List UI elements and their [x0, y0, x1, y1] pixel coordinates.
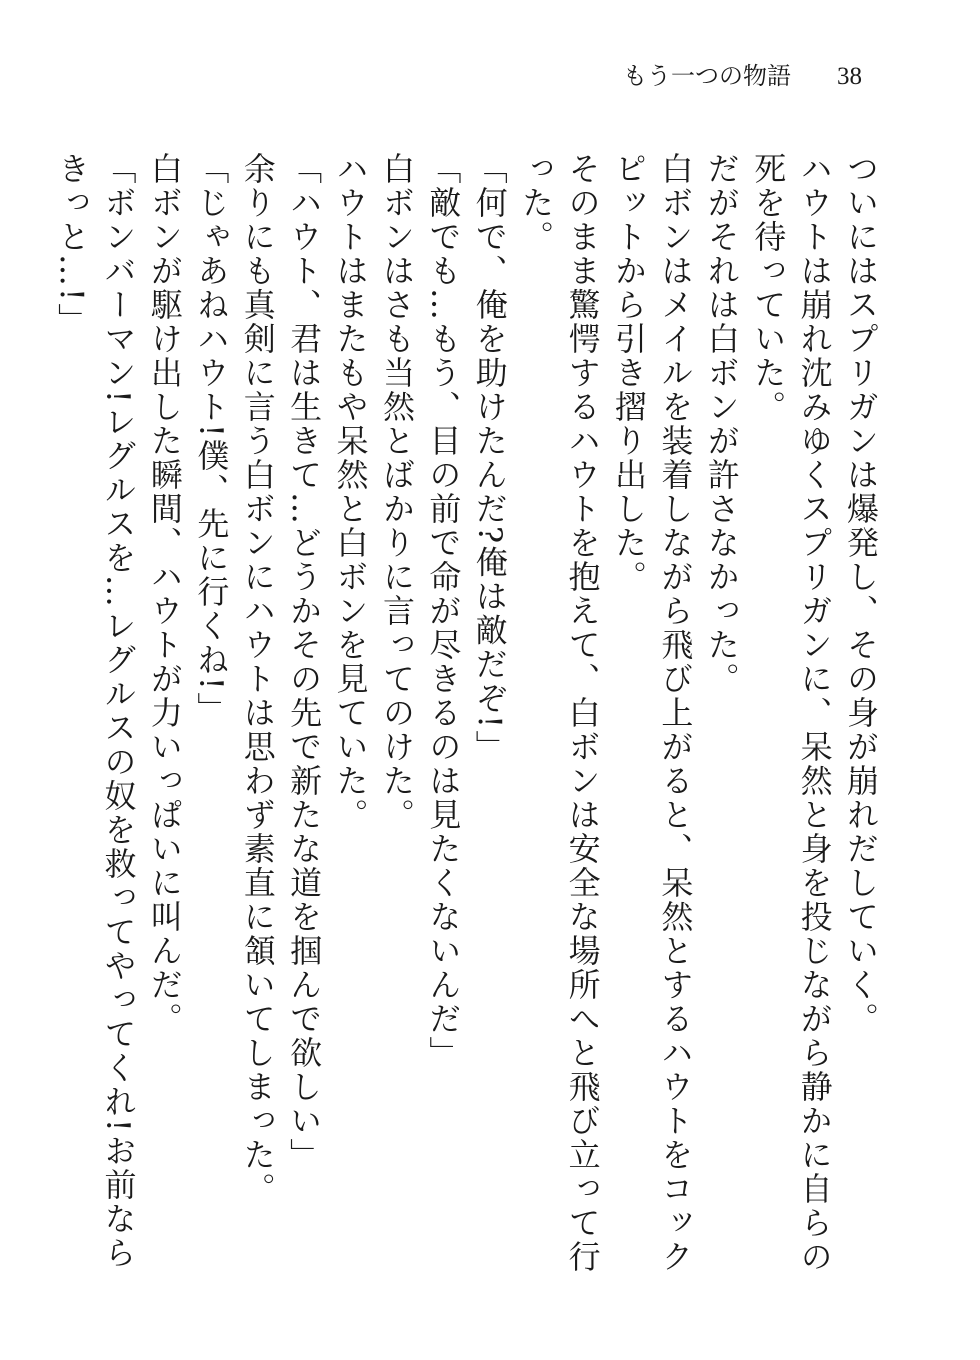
- running-header: [623, 62, 862, 91]
- text-line: 白ボンが駆け出した瞬間、ハウトが力いっぱいに叫んだ。: [145, 152, 184, 1036]
- text-line: ついにはスプリガンは爆発し、その身が崩れだしていく。: [842, 152, 880, 1036]
- text-line: そのまま驚愕するハウトを抱えて、白ボンは安全な場所へと飛び立って行った。: [517, 152, 602, 1274]
- text-line: ハウトは崩れ沈みゆくスプリガンに、呆然と身を投じながら静かに自らの死を待っていた。: [749, 152, 834, 1274]
- text-line: 余りにも真剣に言う白ボンにハウトは思わず素直に頷いてしまった。: [238, 152, 277, 1206]
- text-line: 「ボンバーマン!レグルスを…レグルスの奴を救ってやってくれ!お前ならきっと…!」: [53, 152, 138, 1270]
- vertical-body-text: [49, 152, 884, 1282]
- text-line: ハウトはまたもや呆然と白ボンを見ていた。: [331, 152, 370, 832]
- chapter-title: もう一つの物語: [623, 62, 791, 90]
- text-line: 白ボンはさも当然とばかりに言ってのけた。: [377, 152, 416, 832]
- text-line: 「じゃあねハウト!僕、先に行くね!」: [192, 152, 231, 726]
- text-line: だがそれは白ボンが許さなかった。: [702, 152, 741, 696]
- page-number: 38: [837, 63, 862, 90]
- text-line: 「敵でも…もう、目の前で命が尽きるのは見たくないんだ」: [424, 152, 463, 1070]
- text-line: 白ボンはメイルを装着しながら飛び上がると、呆然とするハウトをコックピットから引き摺り出した。: [609, 152, 695, 1274]
- text-line: 「何で、俺を助けたんだ?俺は敵だぞ!」: [470, 152, 509, 765]
- text-line: 「ハウト、君は生きて…どうかその先で新たな道を掴んで欲しい」: [285, 152, 324, 1172]
